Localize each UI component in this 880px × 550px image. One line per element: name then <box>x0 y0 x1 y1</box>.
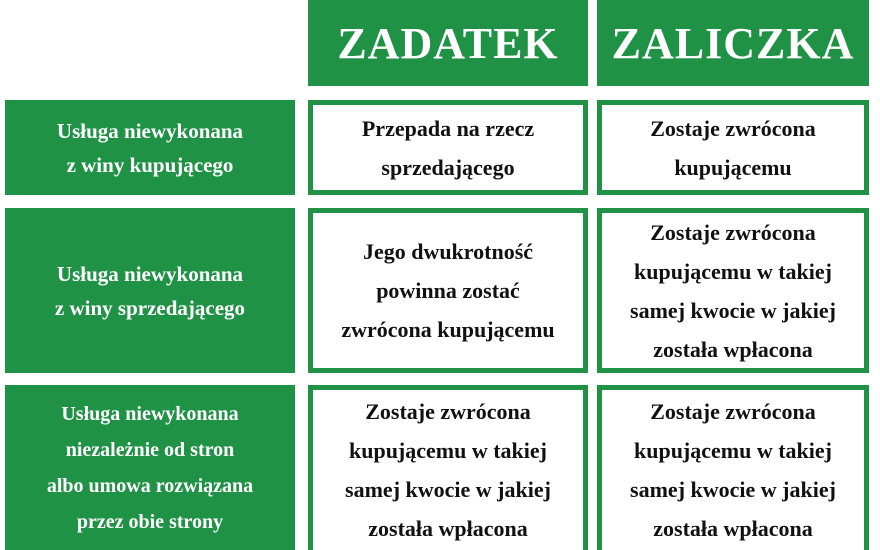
column-header-zaliczka <box>597 0 869 86</box>
cell-text: Przepada na rzecz sprzedającego <box>361 115 535 180</box>
row-header-label: Usługa niewykonana z winy sprzedającego <box>54 261 246 320</box>
cell-text: Zostaje zwrócona kupującemu w takiej samej kwocie w jakiej została wpłacona <box>630 219 836 362</box>
row-header-seller-fault <box>5 208 295 373</box>
cell-zadatek-independent <box>308 385 588 550</box>
column-header-zaliczka-label: ZALICZKA <box>611 18 855 68</box>
cell-text: Jego dwukrotność powinna zostać zwrócona kupującemu <box>341 239 555 342</box>
cell-text: Zostaje zwrócona kupującemu <box>650 115 816 180</box>
cell-zaliczka-buyer-fault <box>597 100 869 195</box>
row-header-label: Usługa niewykonana niezależnie od stron albo umowa rozwiązana przez obie strony <box>46 402 254 533</box>
row-header-label: Usługa niewykonana z winy kupującego <box>56 118 244 177</box>
cell-text: Zostaje zwrócona kupującemu w takiej samej kwocie w jakiej została wpłacona <box>345 399 551 541</box>
column-header-zadatek <box>308 0 588 86</box>
cell-zadatek-buyer-fault <box>308 100 588 195</box>
cell-zaliczka-seller-fault <box>597 208 869 373</box>
row-header-independent <box>5 385 295 550</box>
row-header-buyer-fault <box>5 100 295 195</box>
cell-zaliczka-independent <box>597 385 869 550</box>
column-header-zadatek-label: ZADATEK <box>337 18 559 68</box>
cell-text: Zostaje zwrócona kupującemu w takiej samej kwocie w jakiej została wpłacona <box>630 399 836 541</box>
cell-zadatek-seller-fault <box>308 208 588 373</box>
